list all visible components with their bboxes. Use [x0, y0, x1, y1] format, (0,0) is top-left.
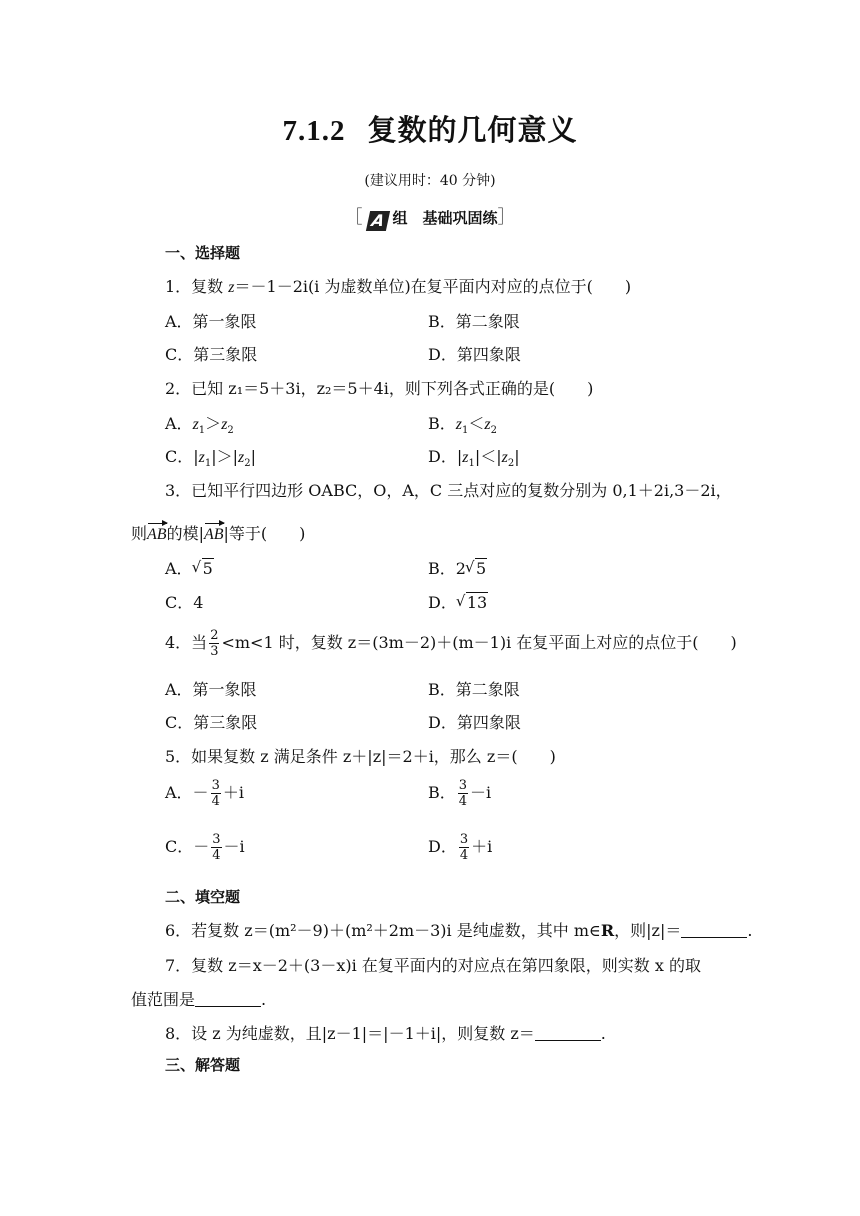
- answer-blank-6: [681, 923, 747, 938]
- q2-option-d: D．$|z_1|<|z_2|$: [428, 447, 520, 470]
- q4-option-d: D．第四象限: [428, 713, 521, 732]
- q1-option-c: C．第三象限: [165, 345, 258, 364]
- question-6: 6．若复数 z＝(m²－9)＋(m²＋2m－3)i 是纯虚数，其中 m∈R，则|z|＝ .: [165, 921, 753, 940]
- title-text: 复数的几何意义: [367, 113, 578, 147]
- q4-option-a: A．第一象限: [165, 680, 257, 699]
- question-3-cont: 则AB的模|AB|等于( ): [131, 524, 306, 543]
- question-1: 1．复数 z＝－1－2i(i 为虚数单位)在复平面内对应的点位于( ): [165, 277, 632, 296]
- group-heading: ［ A 组 基础巩固练］: [344, 207, 516, 230]
- suggested-time: (建议用时：40 分钟): [364, 173, 496, 189]
- question-2: 2．已知 z₁＝5＋3i，z₂＝5＋4i，则下列各式正确的是( ): [165, 379, 594, 398]
- question-7-cont: 值范围是 .: [131, 990, 267, 1009]
- q4-option-c: C．第三象限: [165, 713, 258, 732]
- vector-ab: AB: [147, 526, 167, 543]
- q1-option-a: A．第一象限: [165, 312, 257, 331]
- question-3: 3．已知平行四边形 OABC，O，A，C 三点对应的复数分别为 0,1＋2i,3－2i，: [165, 481, 732, 500]
- q1-option-d: D．第四象限: [428, 345, 521, 364]
- section-fill-in: 二、填空题: [165, 888, 241, 906]
- q3-option-b: B．2√ 5: [428, 556, 487, 579]
- q5-option-d: D． $\frac{3}{4}$ ＋i: [428, 832, 493, 863]
- question-5: 5．如果复数 z 满足条件 z＋|z|＝2＋i，那么 z＝( ): [165, 747, 556, 766]
- page-title: [0, 108, 860, 149]
- q5-option-a: A．－ $\frac{3}{4}$ ＋i: [165, 778, 244, 809]
- section-choice: 一、选择题: [165, 244, 241, 262]
- q2-option-c: C．$|z_1|>|z_2|$: [165, 447, 257, 470]
- question-4: 4．当 $\frac{2}{3}$ <m<1 时，复数 z＝(3m－2)＋(m－1)i 在复平面上对应的点位于( ): [165, 628, 737, 659]
- q1-option-b: B．第二象限: [428, 312, 520, 331]
- title-number: 7.1.2: [282, 115, 346, 147]
- q3-option-d: D．√ 13: [428, 590, 488, 613]
- q3-option-a: A．√ 5: [165, 556, 214, 579]
- q5-option-b: B． $\frac{3}{4}$ －i: [428, 778, 492, 809]
- question-8: 8．设 z 为纯虚数，且|z－1|＝|－1＋i|，则复数 z＝ .: [165, 1024, 606, 1043]
- q4-option-b: B．第二象限: [428, 680, 520, 699]
- q2-option-a: A．$z_1>z_2$: [165, 414, 234, 437]
- question-7: 7．复数 z＝x－2＋(3－x)i 在复平面内的对应点在第四象限，则实数 x 的取: [165, 956, 701, 975]
- q2-option-b: B．$z_1<z_2$: [428, 414, 497, 437]
- q5-option-c: C．－ $\frac{3}{4}$ －i: [165, 832, 245, 863]
- answer-blank-7: [195, 992, 261, 1007]
- answer-blank-8: [535, 1026, 601, 1041]
- group-letter-badge: A: [366, 211, 390, 231]
- q3-option-c: C．4: [165, 593, 204, 612]
- fraction-two-thirds: $\frac{2}{3}$: [210, 628, 219, 659]
- group-label: 组 基础巩固练: [392, 209, 498, 227]
- section-answer: 三、解答题: [165, 1056, 241, 1074]
- vector-ab-2: AB: [203, 526, 224, 543]
